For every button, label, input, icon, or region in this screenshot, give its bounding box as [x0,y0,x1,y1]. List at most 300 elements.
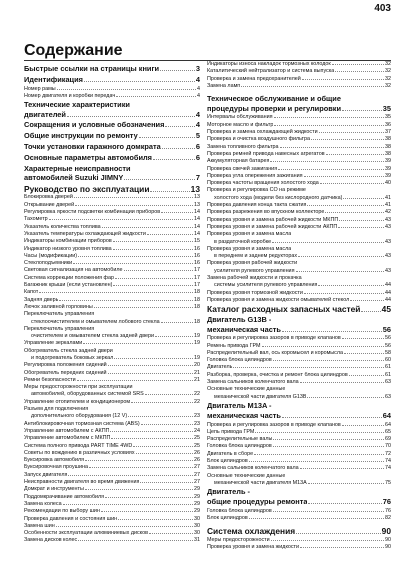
toc-entry-title: системы усилителя рулевого управления [214,282,318,289]
dot-leader [335,71,384,72]
toc-entry-title: Головка блока цилиндров [207,443,272,450]
toc-entry [207,335,391,342]
dot-leader [85,489,193,490]
dot-leader [271,540,384,541]
toc-page-number: 70 [385,443,391,450]
dot-leader [165,126,194,127]
toc-entry-title: Обогреватель стекла задней двери [24,347,113,354]
toc-entry-title: Проверка и замена охлаждающей жидкости [207,129,318,136]
toc-entry [207,379,391,386]
toc-entry [24,297,200,304]
toc-page-number: 64 [385,421,391,428]
dot-leader [74,197,193,198]
toc-chapter-heading [24,64,200,75]
toc-entry-title: Замена рабочей жидкости и прокачка [207,275,302,282]
toc-entry [207,465,391,472]
dot-leader [115,278,193,279]
dot-leader [59,300,193,301]
toc-entry-title: Советы по вождению в различных условиях [24,449,135,456]
toc-page-number: 4 [197,85,200,92]
toc-page-number: 22 [194,398,200,405]
toc-entry-title: Лючок заливной горловины [24,303,93,310]
toc-entry-title: Двигатель в сборе [207,450,254,457]
toc-page-number: 29 [194,486,200,493]
toc-entry-title: Замена шин [24,522,55,529]
toc-entry-title: Индикаторы комбинации приборов [24,238,112,245]
toc-page-number: 16 [194,252,200,259]
dot-leader [160,70,195,71]
toc-entry-title: Каталитический нейтрализатор и система выпуска [207,68,335,75]
toc-entry-title: Световая сигнализация на автомобиле [24,267,123,274]
toc-entry [24,428,200,435]
toc-entry-title: Проверка уровня и замена рабочей жидкости АКПП [207,223,338,230]
toc-entry-title: Головка блока цилиндров [207,357,272,364]
toc-entry-title: очистителем и омывателем стекла задней двери [31,333,155,340]
toc-page-number: 6 [195,152,200,162]
dot-leader [67,116,195,117]
toc-page-number: 21 [194,376,200,383]
toc-entry [207,508,391,515]
toc-page-number: 27 [194,471,200,478]
toc-page-number: 18 [194,289,200,296]
toc-entry-title: механическая часть [207,410,281,420]
toc-entry [24,479,200,486]
dot-leader [105,497,193,498]
toc-entry [24,267,200,274]
toc-entry [207,173,391,180]
dot-leader [308,503,381,504]
toc-entry [207,76,391,83]
toc-page-number: 32 [385,75,391,82]
toc-entry-title: Распределительные валы [207,436,273,443]
dot-leader [149,533,193,534]
toc-chapter-heading [24,110,200,121]
dot-leader [113,241,193,242]
toc-page-number: 4 [197,92,200,99]
toc-page-number: 4 [195,120,200,130]
toc-chapter-heading [207,315,391,325]
toc-entry-title: Номер рамы [24,85,56,92]
toc-page-number: 27 [194,464,200,471]
toc-page-number: 26 [194,449,200,456]
toc-page-number: 44 [385,289,391,296]
toc-section-heading [24,184,200,195]
toc-entry-title: Моторное масло и фильтр [207,121,274,128]
toc-entry-title: механической части двигателя M13A [214,479,307,486]
toc-entry-title: Идентификация [24,74,83,84]
toc-page-number: 25 [194,435,200,442]
toc-entry [24,501,200,508]
toc-entry-title: Технические характеристики [24,100,130,110]
toc-chapter-heading [24,120,200,131]
dot-leader [140,482,193,483]
toc-page-number: 13 [190,183,200,194]
toc-entry-title: Система коррекции положения фар [24,274,114,281]
dot-leader [282,331,382,332]
toc-entry-title: Проверка и замена предохранителей [207,75,301,82]
toc-entry [24,457,200,464]
toc-entry-title: в раздаточной коробке [214,238,272,245]
toc-entry [207,429,391,436]
toc-entry-title: Проверка и регулировка СО на режиме [207,187,306,194]
dot-leader [150,191,189,192]
toc-entry-title: Переключатель управления [24,311,95,318]
dot-leader [307,397,384,398]
toc-entry-title: Индикатор низкого уровня топлива [24,245,112,252]
toc-entry [207,422,391,429]
toc-entry [24,391,200,398]
toc-entry-title: Цепь привода ГРМ [207,428,255,435]
toc-entry [207,515,391,522]
toc-page-number: 27 [194,479,200,486]
toc-page-number: 24 [194,427,200,434]
toc-entry [207,136,391,143]
toc-page-number: 18 [194,318,200,325]
toc-entry-title: Управление автомобилем с МКПП [24,435,111,442]
toc-page-number: 39 [385,165,391,172]
toc-page-number: 18 [194,303,200,310]
toc-chapter-heading [207,94,391,104]
toc-entry [24,399,200,406]
toc-page-number: 43 [385,216,391,223]
toc-entry-title: Двигатель M13A - [207,400,272,410]
dot-leader [343,198,384,199]
toc-page-number: 45 [381,304,391,315]
dot-leader [300,547,384,548]
dot-leader [273,446,384,447]
toc-entry-title: Общие инструкции по ремонту [24,131,138,141]
toc-entry-title: Основные технические данные [207,386,286,393]
dot-leader [89,467,193,468]
dot-leader [304,176,384,177]
dot-leader [342,338,384,339]
toc-entry [24,216,200,223]
toc-page-number: 19 [194,340,200,347]
toc-entry-title: Регулировка яркости подсветки комбинации приборов [24,209,161,216]
toc-page-number: 17 [194,282,200,289]
toc-entry [207,239,391,246]
toc-chapter-heading [24,131,200,142]
toc-entry [24,443,200,450]
toc-entry-title: Проверка уровня тормозной жидкости [207,289,303,296]
toc-chapter-heading [207,325,391,336]
toc-chapter-heading [207,411,391,422]
toc-entry-title: Техническое обслуживание и общие [207,94,341,104]
toc-entry-title: Обогреватель передних сидений [24,369,107,376]
toc-page-number: 32 [385,68,391,75]
toc-page-number: 16 [194,245,200,252]
toc-entry [207,436,391,443]
dot-leader [108,365,193,366]
dot-leader [56,526,193,527]
dot-leader [39,292,193,293]
toc-page-number: 14 [194,209,200,216]
toc-entry-title: Запуск двигателя [24,471,68,478]
toc-entry-title: Разборка, проверка, очистка и ремонт блока цилиндров [207,371,348,378]
dot-leader [114,358,193,359]
toc-entry-title: Неисправности двигателя во время движения [24,479,140,486]
toc-page-number: 20 [194,362,200,369]
toc-entry [24,384,200,391]
toc-entry-title: автомобилей, оборудованных системой SRS [31,391,144,398]
toc-entry [207,224,391,231]
toc-entry [207,246,391,253]
toc-page-number: 29 [194,500,200,507]
toc-entry [207,290,391,297]
toc-entry [207,68,391,75]
toc-entry [207,195,391,202]
toc-page-number: 43 [385,267,391,274]
toc-page-number: 32 [385,82,391,89]
toc-entry-title: Замена сальников коленчатого вала [207,379,299,386]
toc-entry-title: Указатель количества топлива [24,223,101,230]
toc-entry-title: Ремень привода ГРМ [207,342,261,349]
toc-page-number: 6 [195,142,200,152]
toc-chapter-heading [207,487,391,497]
toc-entry [207,268,391,275]
toc-entry-title: Проверка уровня и замена жидкости [207,544,300,551]
toc-entry-title: Поддомкрачивание автомобиля [24,493,105,500]
toc-entry [24,86,200,93]
toc-section-heading [207,526,391,537]
toc-entry-title: Указатель температуры охлаждающей жидкости [24,230,146,237]
dot-leader [325,212,384,213]
toc-entry-title: Проверка уровня и замена масла [207,245,292,252]
toc-entry [24,508,200,515]
dot-leader [110,431,193,432]
toc-entry [24,311,200,318]
dot-leader [113,285,193,286]
dot-leader [274,125,384,126]
toc-page-number: 43 [385,223,391,230]
toc-entry [24,377,200,384]
toc-entry [207,297,391,304]
toc-page-number: 5 [195,131,200,141]
toc-entry [207,166,391,173]
toc-page-number: 82 [385,515,391,522]
toc-entry-title: Задняя дверь [24,296,59,303]
toc-entry [24,413,200,420]
toc-entry [24,238,200,245]
toc-entry [24,523,200,530]
toc-page-number: 44 [385,282,391,289]
toc-entry-title: Сокращения и условные обозначения [24,120,165,130]
toc-entry-title: Замена топливного фильтра [207,143,279,150]
toc-page-number: 35 [382,103,391,113]
toc-entry [24,355,200,362]
dot-leader [308,483,384,484]
toc-chapter-heading [24,164,200,174]
toc-entry [24,450,200,457]
toc-entry [24,224,200,231]
toc-page-number: 39 [385,172,391,179]
dot-leader [349,375,384,376]
toc-page-number: 35 [385,114,391,121]
toc-page-number: 63 [385,379,391,386]
toc-entry-title: Интервалы обслуживания [207,114,273,121]
toc-page-number: 7 [195,173,200,183]
toc-page-number: 31 [194,537,200,544]
toc-entry [207,260,391,267]
dot-leader [68,475,193,476]
toc-page-number: 16 [194,260,200,267]
toc-page-number: 4 [195,109,200,119]
toc-entry [207,537,391,544]
dot-leader [249,518,384,519]
toc-entry-title: Стеклоподъемники [24,260,73,267]
toc-entry [207,343,391,350]
toc-entry [24,516,200,523]
toc-entry [24,209,200,216]
toc-entry-title: Основные параметры автомобиля [24,152,152,162]
dot-leader [141,424,193,425]
dot-leader [161,212,193,213]
toc-page-number: 18 [194,296,200,303]
dot-leader [233,367,384,368]
toc-entry-title: общие процедуры ремонта [207,497,308,507]
toc-entry-title: Проверка уровня рабочей жидкости [207,260,298,267]
toc-entry [24,326,200,333]
toc-chapter-heading [207,104,391,115]
toc-page-number: 61 [385,371,391,378]
toc-entry-title: Антиблокировочная тормозная система (ABS) [24,420,140,427]
toc-entry-title: усилителя рулевого управления [214,267,295,274]
toc-entry-title: Проверка частоты вращения холостого хода [207,180,319,187]
toc-page-number: 76 [382,497,391,507]
dot-leader [300,468,384,469]
dot-leader [342,110,382,111]
toc-entry [207,209,391,216]
toc-entry [24,282,200,289]
toc-page-number: 30 [194,515,200,522]
dot-leader [161,322,193,323]
dot-leader [273,360,384,361]
toc-entry [207,357,391,364]
toc-page-number: 60 [385,357,391,364]
dot-leader [326,154,384,155]
dot-leader [272,242,384,243]
toc-page-number: 63 [385,393,391,400]
toc-page-number: 30 [194,530,200,537]
toc-entry [24,370,200,377]
toc-entry-title: Двигатель [207,364,233,371]
dot-leader [307,205,384,206]
dot-leader [311,139,384,140]
toc-entry [207,129,391,136]
toc-page-number: 43 [385,238,391,245]
toc-page-number: 13 [194,194,200,201]
page-number: 403 [374,3,391,14]
toc-entry [24,362,200,369]
toc-entry [207,458,391,465]
dot-leader [155,336,193,337]
dot-leader [84,81,195,82]
dot-leader [339,220,384,221]
toc-page-number: 14 [194,216,200,223]
dot-leader [108,373,193,374]
toc-entry [24,260,200,267]
toc-entry [24,253,200,260]
toc-entry-title: Точки установки гаражного домкрата [24,142,161,152]
toc-page-number: 23 [194,413,200,420]
toc-entry [24,340,200,347]
toc-page-number: 58 [385,349,391,356]
toc-entry [24,289,200,296]
toc-entry-title: Меры предосторожности [207,536,270,543]
toc-page-number: 56 [385,342,391,349]
dot-leader [332,64,384,65]
toc-entry-title: Замена колеса [24,500,62,507]
toc-page-number: 44 [385,296,391,303]
toc-entry-title: Быстрые ссылки на страницы книги [24,64,160,73]
toc-page-number: 75 [385,479,391,486]
toc-left-column [24,64,200,545]
toc-entry-title: процедуры проверки и регулировки [207,103,342,113]
toc-page-number: 56 [385,335,391,342]
dot-leader [145,394,193,395]
page-title: Содержание [24,42,123,59]
toc-entry [24,537,200,544]
toc-chapter-heading [207,497,391,508]
dot-leader [338,227,384,228]
toc-page-number: 13 [194,201,200,208]
toc-entry-title: Капот [24,289,39,296]
toc-entry [207,372,391,379]
toc-page-number: 22 [194,391,200,398]
dot-leader [350,300,384,301]
toc-entry [24,202,200,209]
toc-entry [207,282,391,289]
toc-entry-title: Замена дисков колес [24,537,78,544]
toc-page-number: 38 [385,143,391,150]
toc-entry-title: Буксировочная проушина [24,464,88,471]
toc-page-number: 30 [194,522,200,529]
toc-page-number: 41 [385,194,391,201]
toc-entry-title: Переключатель управления [24,325,95,332]
toc-entry-title: холостого хода (модели без кислородного датчика) [214,194,343,201]
toc-page-number: 42 [385,209,391,216]
toc-entry-title: Проверка уровня и замена жидкости омывателей стекол [207,296,350,303]
toc-entry [24,435,200,442]
dot-leader [249,461,384,462]
toc-page-number: 65 [385,428,391,435]
dot-leader [278,169,384,170]
toc-entry-title: Система охлаждения [207,526,296,537]
toc-page-number: 56 [382,324,391,334]
toc-page-number: 32 [385,61,391,67]
toc-entry [207,144,391,151]
dot-leader [133,446,193,447]
toc-entry-title: Особенности эксплуатации алюминиевых дисков [24,530,148,537]
toc-entry-title: Номер двигателя и коробки передач [24,92,116,99]
dot-leader [57,89,196,90]
toc-entry [24,472,200,479]
toc-entry [207,151,391,158]
toc-entry [24,304,200,311]
toc-page-number: 4 [195,74,200,84]
toc-entry [24,530,200,537]
toc-entry-title: Головка блока цилиндров [207,507,272,514]
toc-page-number: 40 [385,180,391,187]
toc-page-number: 38 [385,136,391,143]
toc-chapter-heading [24,100,200,110]
toc-entry [207,231,391,238]
dot-leader [255,432,384,433]
toc-entry [207,83,391,90]
toc-entry-title: Управление отопителем и кондиционером [24,398,131,405]
toc-entry [207,473,391,480]
dot-leader [241,86,384,87]
